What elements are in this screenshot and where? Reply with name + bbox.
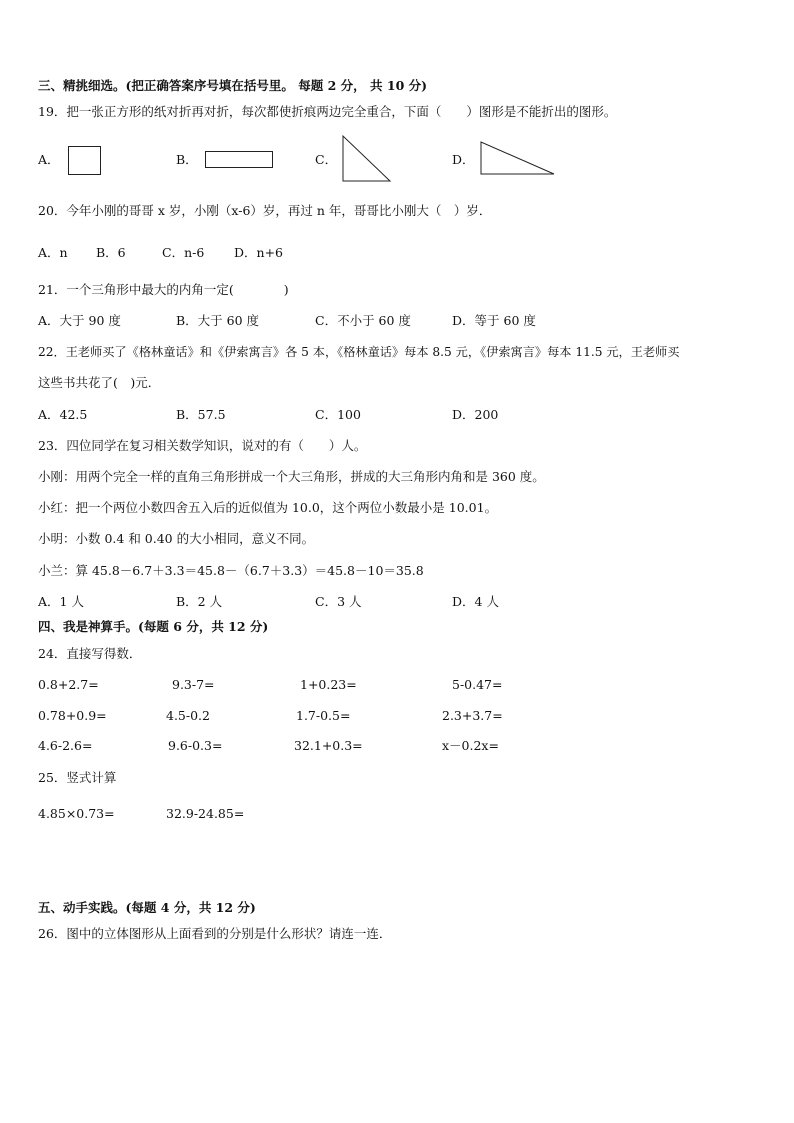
q23-statement-xiaogang: 小刚：用两个完全一样的直角三角形拼成一个大三角形，拼成的大三角形内角和是 360 度。 [38,469,545,484]
q23-option-c: C．3 人 [315,594,362,609]
q21-option-c: C．不小于 60 度 [315,313,411,328]
calc-item: 9.6-0.3= [168,738,223,753]
q21-option-b: B．大于 60 度 [176,313,260,328]
right-triangle-wide-shape [480,141,556,177]
q22-text-line2: 这些书共花了( )元． [38,375,161,390]
rectangle-shape [205,151,274,169]
q25-text: 25．竖式计算 [38,770,117,785]
q24-text: 24．直接写得数． [38,646,142,661]
q22-option-a: A．42.5 [38,407,88,422]
q21-option-a: A．大于 90 度 [38,313,121,328]
square-shape [68,146,102,176]
calc-item: 0.8+2.7= [38,677,99,692]
calc-item: 4.5-0.2 [166,708,210,723]
q20-option-d: D．n+6 [234,245,283,260]
q23-option-d: D．4 人 [452,594,499,609]
calc-item: 0.78+0.9= [38,708,107,723]
q26-text: 26．图中的立体图形从上面看到的分别是什么形状？请连一连． [38,926,392,941]
calc-item: 9.3-7= [172,677,215,692]
calc-item: 1.7-0.5= [296,708,351,723]
calc-item: 32.1+0.3= [294,738,363,753]
q20-option-c: C．n-6 [162,245,205,260]
calc-item: 2.3+3.7= [442,708,503,723]
q19-option-c-label: C． [315,152,338,167]
q23-statement-xiaoming: 小明：小数 0.4 和 0.40 的大小相同，意义不同。 [38,531,315,546]
q21-option-d: D．等于 60 度 [452,313,536,328]
q19-text: 19．把一张正方形的纸对折再对折，每次都使折痕两边完全重合，下面（ ）图形是不能折出的图形。 [38,104,617,119]
q20-option-a: A．n [38,245,68,260]
vertical-calc-item: 4.85×0.73= [38,806,115,821]
q19-option-a-label: A． [38,152,60,167]
q22-option-c: C．100 [315,407,361,422]
q22-option-b: B．57.5 [176,407,226,422]
vertical-calc-item: 32.9-24.85= [166,806,245,821]
q19-option-b-label: B． [176,152,198,167]
section-3-title: 三、精挑细选。(把正确答案序号填在括号里。 每题 2 分， 共 10 分) [38,78,428,93]
calc-item: x－0.2x= [442,738,499,753]
calc-item: 1+0.23= [300,677,357,692]
q22-option-d: D．200 [452,407,499,422]
q23-option-b: B．2 人 [176,594,223,609]
section-4-title: 四、我是神算手。(每题 6 分，共 12 分) [38,619,269,634]
section-5-title: 五、动手实践。(每题 4 分，共 12 分) [38,900,256,915]
right-triangle-tall-shape [342,135,392,183]
q19-option-d-label: D． [452,152,475,167]
calc-item: 4.6-2.6= [38,738,93,753]
q23-text: 23．四位同学在复习相关数学知识，说对的有（ ）人。 [38,438,367,453]
calc-item: 5-0.47= [452,677,503,692]
q21-text: 21．一个三角形中最大的内角一定( ) [38,282,289,297]
q20-text: 20．今年小刚的哥哥 x 岁，小刚（x-6）岁，再过 n 年，哥哥比小刚大（ ）岁． [38,203,492,218]
q23-statement-xiaohong: 小红：把一个两位小数四舍五入后的近似值为 10.0，这个两位小数最小是 10.01。 [38,500,498,515]
q23-option-a: A．1 人 [38,594,84,609]
q22-text-line1: 22．王老师买了《格林童话》和《伊索寓言》各 5 本，《格林童话》每本 8.5 元，《伊索寓言》每本 11.5 元，王老师买 [38,345,680,359]
q23-statement-xiaolan: 小兰：算 45.8－6.7＋3.3＝45.8－（6.7＋3.3）＝45.8－10＝35.8 [38,563,424,578]
q20-option-b: B．6 [96,245,126,260]
